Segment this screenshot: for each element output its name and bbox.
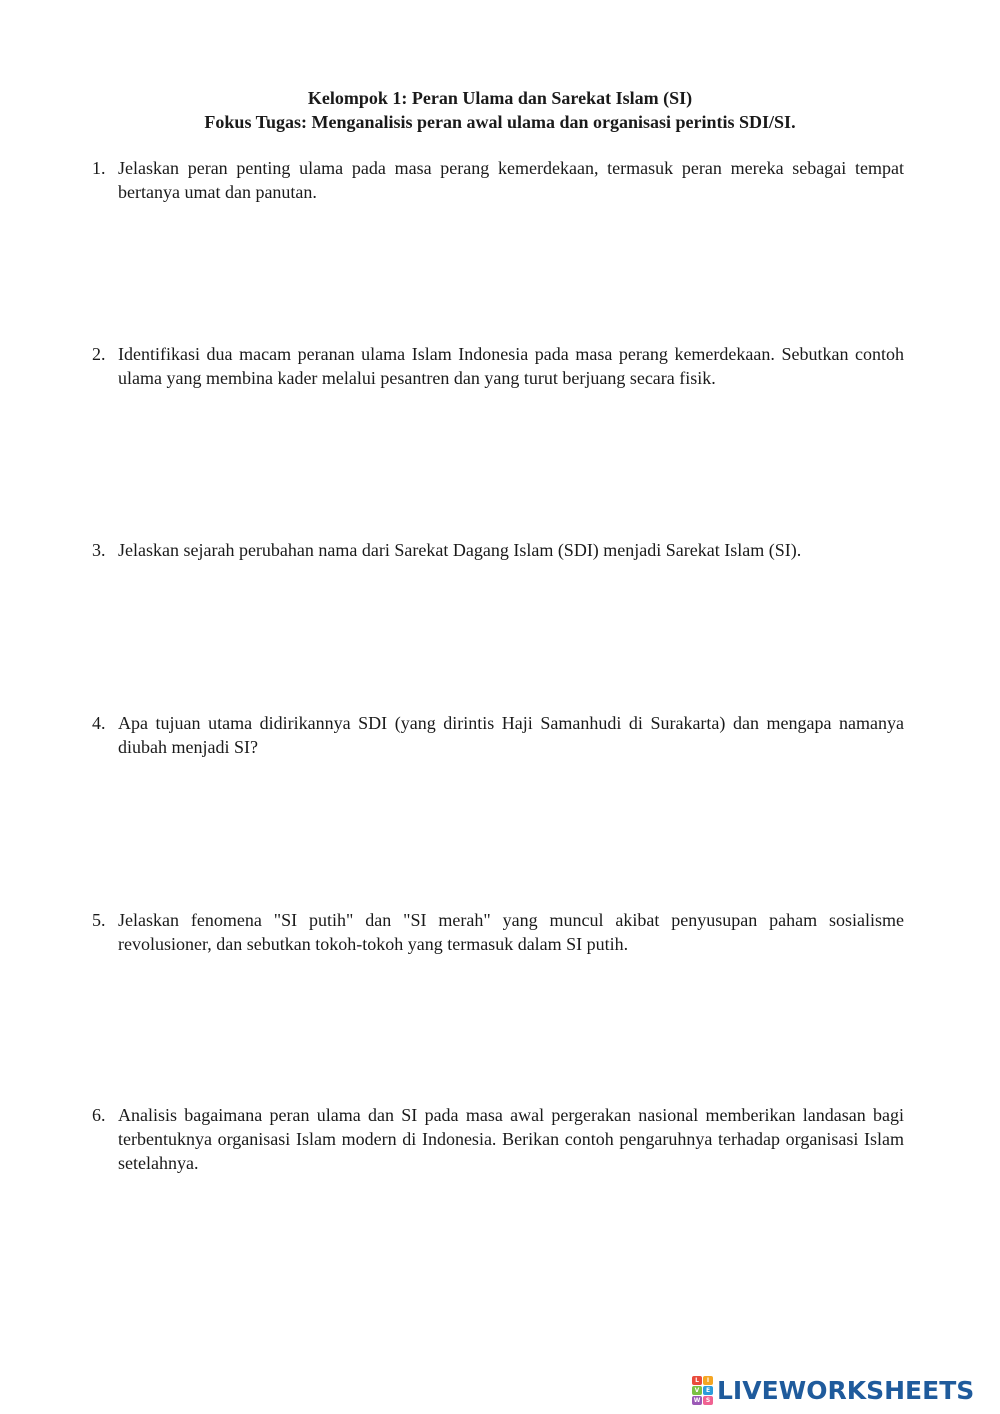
logo-block: W [693,1396,701,1404]
logo-block: S [703,1396,713,1405]
logo-block: V [692,1386,702,1395]
question-text: Jelaskan fenomena "SI putih" dan "SI merah" yang muncul akibat penyusupan paham sosialisme revolusioner, dan sebutkan tokoh-tokoh yang termasuk dalam SI putih. [118,910,904,954]
question-text: Analisis bagaimana peran ulama dan SI pada masa awal pergerakan nasional memberikan landasan bagi terbentuknya organisasi Islam modern di Indonesia. Berikan contoh pengaruhnya terhadap organisasi Islam setelahnya. [118,1105,904,1173]
question-number: 6. [92,1105,106,1125]
question-item [92,342,904,390]
question-text: Jelaskan peran penting ulama pada masa perang kemerdekaan, termasuk peran mereka sebagai tempat bertanya umat dan panutan. [118,158,904,202]
logo-block: L [692,1376,702,1385]
liveworksheets-logo [692,1374,974,1406]
worksheet-subtitle: Fokus Tugas: Menganalisis peran awal ulama dan organisasi perintis SDI/SI. [204,112,796,132]
logo-text: LIVEWORKSHEETS [717,1375,975,1405]
question-number: 2. [92,344,106,364]
worksheet-header [0,86,1000,134]
question-number: 1. [92,158,106,178]
logo-blocks-icon [692,1376,713,1405]
logo-block: E [703,1386,713,1395]
question-text: Jelaskan sejarah perubahan nama dari Sarekat Dagang Islam (SDI) menjadi Sarekat Islam (SI). [118,540,802,560]
question-item [92,908,904,956]
question-item [92,156,904,204]
question-number: 3. [92,540,106,560]
question-number: 5. [92,910,106,930]
question-text: Identifikasi dua macam peranan ulama Islam Indonesia pada masa perang kemerdekaan. Sebutkan contoh ulama yang membina kader melalui pesantren dan yang turut berjuang secara fisik. [118,344,904,388]
logo-block: I [703,1376,713,1385]
question-text: Apa tujuan utama didirikannya SDI (yang dirintis Haji Samanhudi di Surakarta) dan mengapa namanya diubah menjadi SI? [118,713,904,757]
question-number: 4. [92,713,106,733]
question-item [92,1103,904,1175]
question-item [92,711,904,759]
question-item [92,538,904,562]
worksheet-title: Kelompok 1: Peran Ulama dan Sarekat Islam (SI) [307,88,693,108]
